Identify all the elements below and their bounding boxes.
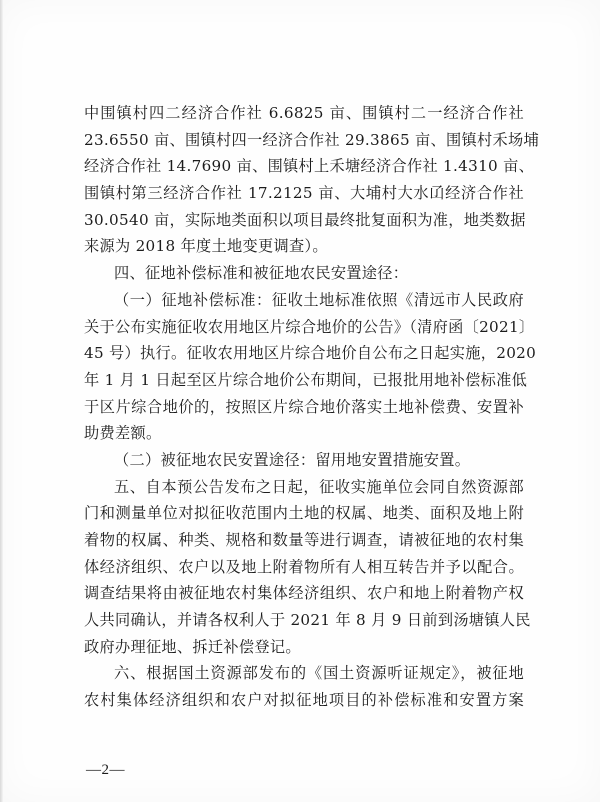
section-heading-4: 四、征地补偿标准和被征地农民安置途径： (114, 264, 409, 283)
section-heading-5: 五、自本预公告发布之日起，征收实施单位会同自然资源部 (114, 477, 524, 496)
text-line: 于区片综合地价的，按照区片综合地价落实土地补偿费、安置补 (84, 397, 524, 416)
text-line: 年 1 月 1 日起至区片综合地价公布期间，已报批用地补偿标准低 (84, 370, 528, 389)
text-line: 45 号）执行。征收农用地区片综合地价自公布之日起实施，2020 (84, 344, 537, 363)
text-line: 经济合作社 14.7690 亩、围镇村上禾塘经济合作社 1.4310 亩、 (84, 157, 535, 176)
text-line: 围镇村第三经济合作社 17.2125 亩、大埔村大水𠙶经济合作社 (84, 184, 524, 203)
text-line: 门和测量单位对拟征收范围内土地的权属、地类、面积及地上附 (84, 504, 524, 523)
text-line: 着物的权属、种类、规格和数量等进行调查，请被征地的农村集 (84, 531, 524, 549)
text-line: 政府办理征地、拆迁补偿登记。 (84, 637, 301, 656)
page-number: —2— (86, 762, 125, 778)
text-line: 来源为 2018 年度土地变更调查）。 (84, 237, 328, 256)
paragraph-start: （二）被征地农民安置途径：留用地安置措施安置。 (114, 450, 471, 469)
text-line: 调查结果将由被征地农村集体经济组织、农户和地上附着物产权 (84, 584, 524, 603)
text-line: 23.6550 亩、围镇村四一经济合作社 29.3865 亩、围镇村禾场埔 (84, 130, 539, 149)
text-line: 关于公布实施征收农用地区片综合地价的公告》（清府函〔2021〕 (84, 317, 535, 336)
text-line: 30.0540 亩，实际地类面积以项目最终批复面积为准，地类数据 (84, 210, 526, 229)
text-line: 农村集体经济组织和农户对拟征地项目的补偿标准和安置方案 (84, 691, 524, 710)
text-line: 人共同确认，并请各权利人于 2021 年 8 月 9 日前到汤塘镇人民 (84, 611, 531, 630)
text-line: 中围镇村四二经济合作社 6.6825 亩、围镇村二一经济合作社 (84, 104, 524, 122)
document-body (84, 100, 539, 714)
section-heading-6: 六、根据国土资源部发布的《国土资源听证规定》，被征地 (114, 664, 524, 683)
text-line: 体经济组织、农户以及地上附着物所有人相互转告并予以配合。 (84, 557, 524, 576)
text-line: 助费差额。 (84, 424, 162, 443)
page-edge (0, 0, 3, 802)
paragraph-start: （一）征地补偿标准：征收土地标准依照《清远市人民政府 (114, 290, 524, 309)
